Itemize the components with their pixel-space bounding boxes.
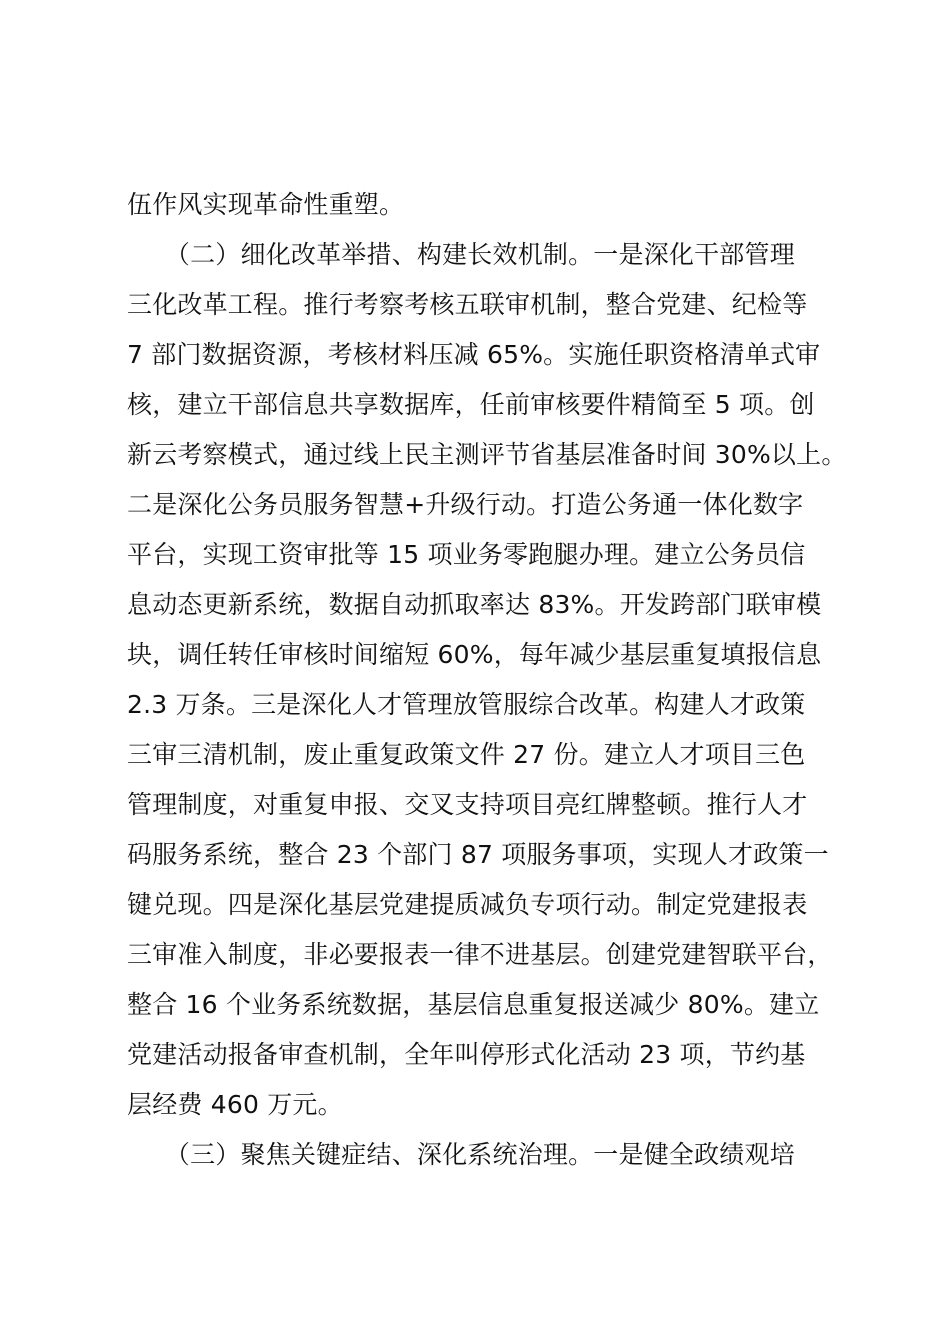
text-line: 7 部门数据资源，考核材料压减 65%。实施任职资格清单式审 — [127, 340, 821, 369]
text-line: 层经费 460 万元。 — [127, 1090, 343, 1119]
text-line: 平台，实现工资审批等 15 项业务零跑腿办理。建立公务员信 — [127, 540, 806, 569]
text-line: 键兑现。四是深化基层党建提质减负专项行动。制定党建报表 — [127, 890, 808, 919]
text-line: 块，调任转任审核时间缩短 60%，每年减少基层重复填报信息 — [127, 640, 822, 669]
text-line: 2.3 万条。三是深化人才管理放管服综合改革。构建人才政策 — [127, 690, 806, 719]
text-line: 新云考察模式，通过线上民主测评节省基层准备时间 30%以上。 — [127, 440, 847, 469]
text-line: （三）聚焦关键症结、深化系统治理。一是健全政绩观培 — [127, 1140, 795, 1169]
text-line: 二是深化公务员服务智慧+升级行动。打造公务通一体化数字 — [127, 490, 804, 519]
text-line: 管理制度，对重复申报、交叉支持项目亮红牌整顿。推行人才 — [127, 790, 808, 819]
text-line: （二）细化改革举措、构建长效机制。一是深化干部管理 — [127, 240, 795, 269]
text-line: 党建活动报备审查机制，全年叫停形式化活动 23 项，节约基 — [127, 1040, 806, 1069]
text-line: 三化改革工程。推行考察考核五联审机制，整合党建、纪检等 — [127, 290, 808, 319]
text-line: 三审准入制度，非必要报表一律不进基层。创建党建智联平台， — [127, 940, 833, 969]
text-line: 息动态更新系统，数据自动抓取率达 83%。开发跨部门联审模 — [127, 590, 822, 619]
text-line: 整合 16 个业务系统数据，基层信息重复报送减少 80%。建立 — [127, 990, 820, 1019]
text-line: 三审三清机制，废止重复政策文件 27 份。建立人才项目三色 — [127, 740, 806, 769]
text-line: 核，建立干部信息共享数据库，任前审核要件精简至 5 项。创 — [127, 390, 815, 419]
text-line: 伍作风实现革命性重塑。 — [127, 190, 405, 219]
text-line: 码服务系统，整合 23 个部门 87 项服务事项，实现人才政策一 — [127, 840, 829, 869]
body-text — [127, 180, 867, 1180]
